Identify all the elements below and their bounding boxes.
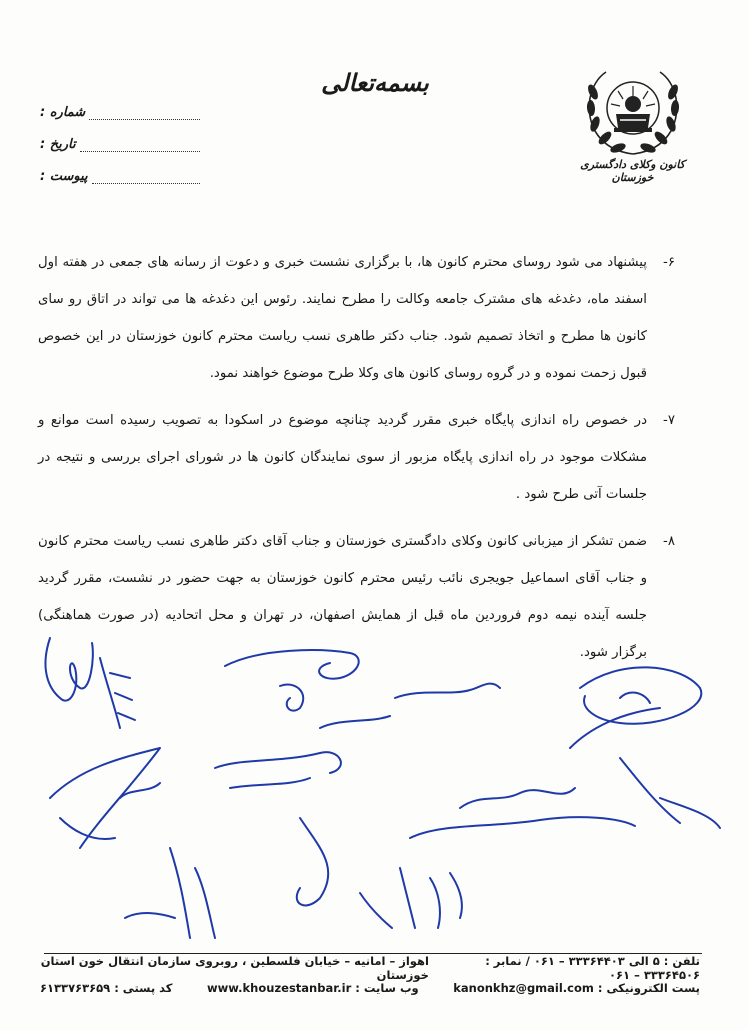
footer-postal-code: کد پستی : ۶۱۳۳۷۶۳۶۵۹ — [40, 981, 173, 995]
footer-website-link[interactable]: www.khouzestanbar.ir — [207, 981, 352, 995]
meta-date-blank — [80, 137, 200, 152]
signature — [570, 667, 701, 748]
item-number: ۷- — [663, 413, 675, 428]
footer-website-group — [207, 981, 419, 995]
footer-phone: تلفن : ۵ الی ۳۳۳۶۴۴۰۳ – ۰۶۱ / نمابر : ۳۳۳۶۴۵۰۶ – ۰۶۱ — [485, 954, 700, 982]
item-text: پیشنهاد می شود روسای محترم کانون ها، با برگزاری نشست خبری و دعوت از رسانه های جمعی در هفته اول اسفند ماه، دغدغه های مشترک جامعه وکالت را مطرح نمایند. رئوس این دغدغه ها می تواند در اتاق رو سای کانون ها مطرح و اتخاذ تصمیم شود. جناب دکتر طاهری نسب ریاست محترم کانون خوزستان در این خصوص قبول زحمت نموده و در گروه روسای کانون های وکلا طرح موضوع خواهند نمود. — [38, 255, 647, 381]
meta-number-blank — [89, 105, 200, 120]
footer-row-contact — [40, 978, 700, 998]
document-meta — [40, 88, 200, 184]
meta-attachment — [40, 152, 200, 184]
item-number: ۸- — [663, 534, 675, 549]
meta-date — [40, 120, 200, 152]
organization-name: کانون وکلای دادگستری خوزستان — [580, 158, 685, 184]
footer-email-group — [453, 981, 700, 995]
item-number: ۶- — [663, 255, 675, 270]
meta-number-label: شماره : — [40, 105, 86, 120]
signature — [215, 752, 341, 905]
document-heading: بسمه‌تعالی — [321, 68, 429, 97]
footer-row-address — [40, 954, 700, 982]
minutes-item — [38, 402, 675, 513]
footer-email-link[interactable]: kanonkhz@gmail.com — [453, 981, 594, 995]
signature — [225, 650, 500, 728]
signature — [125, 848, 215, 938]
footer-email-label: پست الکترونیکی : — [597, 981, 700, 995]
signature — [360, 868, 462, 928]
minutes-body — [38, 244, 675, 681]
signature — [50, 748, 160, 848]
meta-attachment-label: پیوست : — [40, 169, 88, 184]
minutes-item — [38, 244, 675, 392]
letterhead-footer — [40, 954, 700, 998]
footer-address: اهواز – امانیه – خیابان فلسطین ، روبروی سازمان انتقال خون استان خوزستان — [40, 954, 429, 982]
signature — [410, 758, 720, 838]
signature — [45, 638, 135, 728]
item-text: در خصوص راه اندازی پایگاه خبری مقرر گردید چنانچه موضوع در اسکودا به تصویب رسیده است موانع و مشکلات موجود در راه اندازی پایگاه مزبور از سوی نمایندگان کانون ها در شورای اجرای بررسی و نتیجه در جلسات آتی طرح شود . — [38, 413, 647, 502]
item-text: ضمن تشکر از میزبانی کانون وکلای دادگستری خوزستان و جناب آقای دکتر طاهری نسب ریاست محترم کانون و جناب آقای اسماعیل جویجری نائب رئیس محترم کانون خوزستان به جهت حضور در نشست، مقرر گردید جلسه آینده نیمه دوم فروردین ماه قبل از همایش اصفهان، در تهران و محل اتحادیه (در صورت هماهنگی) برگزار شود. — [38, 534, 647, 660]
meta-number — [40, 88, 200, 120]
footer-website-label: وب سایت : — [355, 981, 419, 995]
meta-attachment-blank — [92, 169, 200, 184]
meta-date-label: تاریخ : — [40, 137, 76, 152]
signatures-area — [20, 618, 740, 958]
